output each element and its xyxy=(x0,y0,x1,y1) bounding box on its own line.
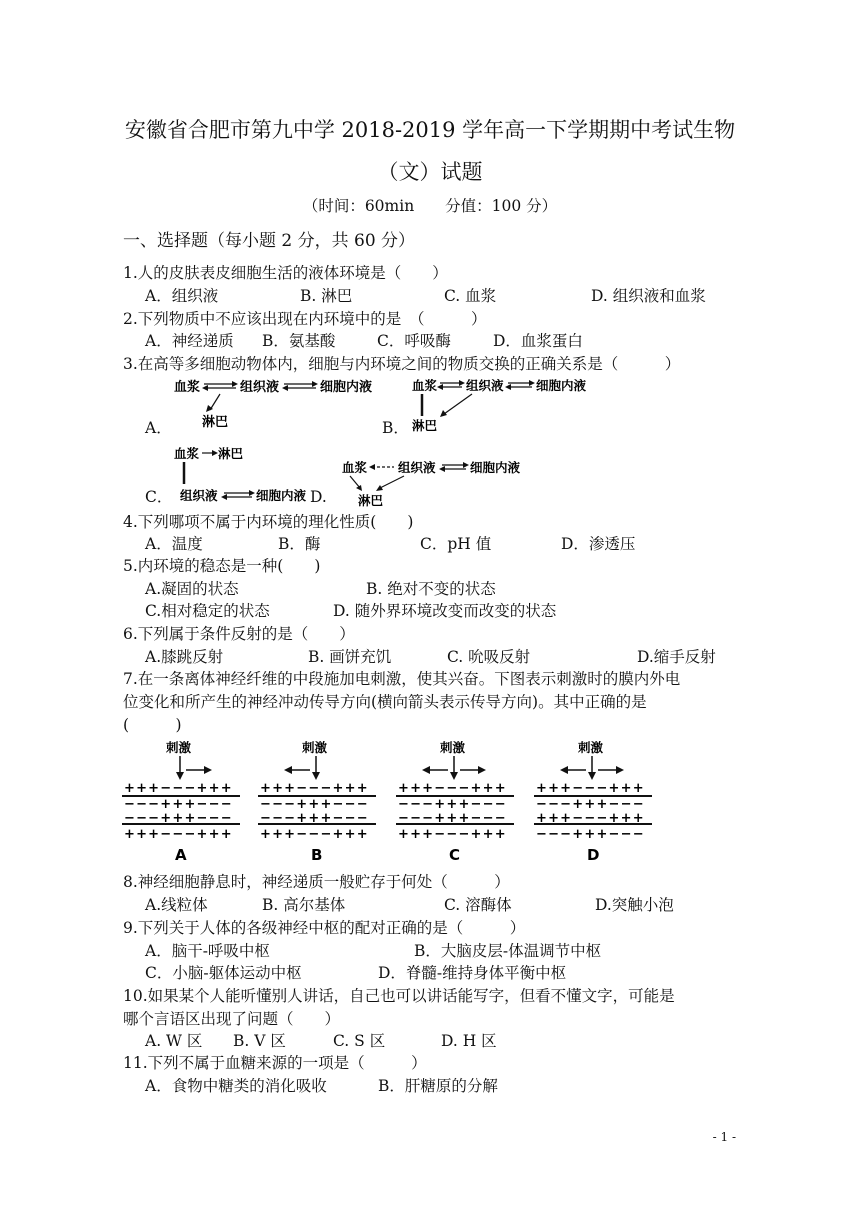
q7-stem-line1: 7.在一条离体神经纤维的中段施加电刺激，使其兴奋。下图表示刺激时的膜内外电 xyxy=(123,670,681,688)
q3b-lymph-label: 淋巴 xyxy=(412,418,438,433)
q6-stem: 6.下列属于条件反射的是（ ） xyxy=(123,625,355,643)
q3c-tissue-label: 组织液 xyxy=(180,488,218,503)
q3d-tissue-label: 组织液 xyxy=(398,460,436,475)
q10-stem-line1: 10.如果某个人能听懂别人讲话，自己也可以讲话能写字，但看不懂文字，可能是 xyxy=(123,987,675,1005)
q1-option-b: B. 淋巴 xyxy=(300,287,353,305)
q7-charge-row-C-2: −−−+++−−− xyxy=(398,797,507,812)
q7-stim-label-D: 刺激 xyxy=(578,740,604,755)
q7-charge-row-D-1: +++−−−+++ xyxy=(536,781,645,796)
q4-option-a: A．温度 xyxy=(145,535,203,553)
q7-charge-row-C-1: +++−−−+++ xyxy=(398,781,507,796)
q4-option-d: D．渗透压 xyxy=(561,535,636,553)
q3c-lymph-label: 淋巴 xyxy=(218,446,244,461)
q11-option-b: B．肝糖原的分解 xyxy=(378,1077,498,1095)
q7-charge-row-A-4: +++−−−+++ xyxy=(124,827,233,842)
q7-panel-label-A: A xyxy=(175,846,187,864)
q4-option-b: B．酶 xyxy=(278,535,321,553)
q7-panel-label-D: D xyxy=(587,846,600,864)
document-title-line2: （文）试题 xyxy=(377,160,483,184)
q3-option-c: C． xyxy=(145,488,173,506)
q3a-plasma-label: 血浆 xyxy=(174,380,201,395)
q10-option-c: C. S 区 xyxy=(333,1032,386,1050)
q7-right-arrowhead-A xyxy=(204,766,212,774)
q7-stim-label-C: 刺激 xyxy=(440,740,466,755)
q1-stem: 1.人的皮肤表皮细胞生活的液体环境是（ ） xyxy=(123,264,448,282)
q5-option-c: C.相对稳定的状态 xyxy=(145,602,270,620)
q7-nerve-figure xyxy=(118,738,678,866)
q7-charge-row-A-2: −−−+++−−− xyxy=(124,797,233,812)
q8-option-c: C. 溶酶体 xyxy=(444,896,512,914)
q3-option-d: D. xyxy=(310,488,327,506)
q4-option-c: C．pH 值 xyxy=(420,535,492,553)
q10-option-d: D. H 区 xyxy=(441,1032,497,1050)
q9-stem: 9.下列关于人体的各级神经中枢的配对正确的是（ ） xyxy=(123,919,526,937)
q11-stem: 11.下列不属于血糖来源的一项是（ ） xyxy=(123,1054,427,1072)
q9-option-d: D．脊髓-维持身体平衡中枢 xyxy=(378,964,567,982)
q8-option-d: D.突触小泡 xyxy=(595,896,674,914)
q3b-cell-label: 细胞内液 xyxy=(536,378,587,393)
q1-option-a: A．组织液 xyxy=(145,287,219,305)
q7-charge-row-D-3: +++−−−+++ xyxy=(536,811,645,826)
q7-stim-arrowhead-B xyxy=(312,772,320,780)
q3a-cell-label: 细胞内液 xyxy=(320,380,373,395)
q3b-plasma-label: 血浆 xyxy=(412,378,438,393)
q7-charge-row-B-3: −−−+++−−− xyxy=(260,811,369,826)
q7-stem-line2: 位变化和所产生的神经冲动传导方向(横向箭头表示传导方向)。其中正确的是 xyxy=(123,693,647,711)
q10-option-b: B. V 区 xyxy=(233,1032,286,1050)
q2-option-d: D．血浆蛋白 xyxy=(493,332,583,350)
exam-info: （时间：60min 分值：100 分） xyxy=(302,197,558,215)
q2-stem: 2.下列物质中不应该出现在内环境中的是 （ ） xyxy=(123,310,487,328)
q3d-cell-label: 细胞内液 xyxy=(470,460,521,475)
q3d-lymph-label: 淋巴 xyxy=(358,493,384,508)
q10-stem-line2: 哪个言语区出现了问题（ ） xyxy=(123,1010,341,1028)
q7-right-arrowhead-D xyxy=(616,766,624,774)
q3d-plasma-label: 血浆 xyxy=(342,460,368,475)
q9-option-c: C．小脑-躯体运动中枢 xyxy=(145,964,302,982)
q7-charge-row-A-1: +++−−−+++ xyxy=(124,781,233,796)
q6-option-a: A.膝跳反射 xyxy=(145,648,224,666)
q3a-tissue-label: 组织液 xyxy=(240,380,280,395)
q8-option-a: A.线粒体 xyxy=(145,896,208,914)
q5-stem: 5.内环境的稳态是一种( ) xyxy=(123,557,321,575)
q3a-lymph-label: 淋巴 xyxy=(202,415,229,430)
q7-charge-row-C-4: +++−−−+++ xyxy=(398,827,507,842)
q3-option-b: B． xyxy=(382,419,409,437)
q7-charge-row-B-2: −−−+++−−− xyxy=(260,797,369,812)
q9-option-b: B．大脑皮层-体温调节中枢 xyxy=(414,942,602,960)
q3b-tissue-label: 组织液 xyxy=(466,378,504,393)
q8-stem: 8.神经细胞静息时，神经递质一般贮存于何处（ ） xyxy=(123,873,510,891)
q9-option-a: A．脑干-呼吸中枢 xyxy=(145,942,270,960)
q3-diagram-a xyxy=(170,376,380,436)
q7-right-arrowhead-C xyxy=(478,766,486,774)
q5-option-d: D. 随外界环境改变而改变的状态 xyxy=(333,602,557,620)
q3-option-a: A． xyxy=(145,419,172,437)
q7-stem-line3: ( ) xyxy=(123,716,182,734)
page-number: - 1 - xyxy=(712,1130,736,1144)
q3c-plasma-label: 血浆 xyxy=(174,446,200,461)
document-title-line1: 安徽省合肥市第九中学 2018-2019 学年高一下学期期中考试生物 xyxy=(124,118,736,142)
q3-diagram-b xyxy=(408,376,608,436)
q7-stim-label-A: 刺激 xyxy=(166,740,192,755)
q7-stim-arrowhead-C xyxy=(450,772,458,780)
q2-option-b: B．氨基酸 xyxy=(262,332,336,350)
q7-charge-row-B-4: +++−−−+++ xyxy=(260,827,369,842)
q7-charge-row-D-2: −−−+++−−− xyxy=(536,797,645,812)
q6-option-c: C. 吮吸反射 xyxy=(447,648,531,666)
q7-panel-label-B: B xyxy=(311,846,323,864)
q7-left-arrowhead-D xyxy=(560,766,568,774)
q6-option-b: B. 画饼充饥 xyxy=(308,648,392,666)
q7-charge-row-A-3: −−−+++−−− xyxy=(124,811,233,826)
q7-stim-arrowhead-D xyxy=(588,772,596,780)
q6-option-d: D.缩手反射 xyxy=(637,648,716,666)
q1-option-d: D. 组织液和血浆 xyxy=(591,287,706,305)
q3-diagram-c xyxy=(170,444,320,508)
q11-option-a: A．食物中糖类的消化吸收 xyxy=(145,1077,327,1095)
q5-option-b: B. 绝对不变的状态 xyxy=(366,580,496,598)
q7-panel-label-C: C xyxy=(449,846,461,864)
q7-stim-label-B: 刺激 xyxy=(302,740,328,755)
q5-option-a: A.凝固的状态 xyxy=(145,580,239,598)
q3c-cell-label: 细胞内液 xyxy=(256,488,307,503)
q8-option-b: B. 高尔基体 xyxy=(262,896,346,914)
q3-diagram-d xyxy=(300,458,530,510)
q1-option-c: C. 血浆 xyxy=(444,287,497,305)
q2-option-c: C．呼吸酶 xyxy=(377,332,451,350)
q10-option-a: A. W 区 xyxy=(145,1032,203,1050)
q3-stem: 3.在高等多细胞动物体内，细胞与内环境之间的物质交换的正确关系是（ ） xyxy=(123,355,681,373)
q2-option-a: A．神经递质 xyxy=(145,332,234,350)
section-heading: 一、选择题（每小题 2 分，共 60 分） xyxy=(123,231,416,251)
q7-charge-row-D-4: −−−+++−−− xyxy=(536,827,645,842)
q4-stem: 4.下列哪项不属于内环境的理化性质( ) xyxy=(123,513,414,531)
q7-left-arrowhead-B xyxy=(284,766,292,774)
q7-charge-row-C-3: −−−+++−−− xyxy=(398,811,507,826)
q7-charge-row-B-1: +++−−−+++ xyxy=(260,781,369,796)
q7-left-arrowhead-C xyxy=(422,766,430,774)
q7-stim-arrowhead-A xyxy=(176,772,184,780)
